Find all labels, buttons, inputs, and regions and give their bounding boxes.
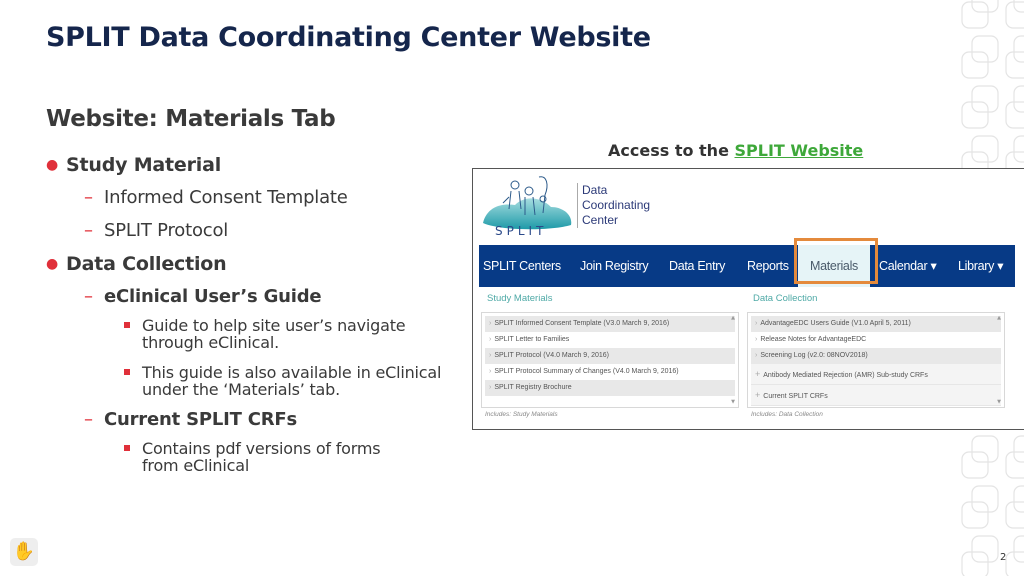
plus-icon: + xyxy=(755,390,761,400)
chevron-right-icon: › xyxy=(755,352,758,359)
chevron-right-icon: › xyxy=(489,336,492,343)
list-item[interactable]: › SPLIT Protocol (V4.0 March 9, 2016) xyxy=(485,348,735,364)
dash-icon: – xyxy=(84,409,93,430)
sub-bullet-current-crfs: – Current SPLIT CRFs xyxy=(44,407,464,440)
nav-calendar-dropdown[interactable]: Calendar ▾ xyxy=(879,259,937,273)
list-item[interactable]: › SPLIT Registry Brochure xyxy=(485,380,735,396)
nav-join-registry[interactable]: Join Registry xyxy=(580,259,649,273)
detail-crfs-pdf: Contains pdf versions of forms from eClinical xyxy=(44,440,414,474)
dash-icon: – xyxy=(84,187,93,208)
dash-icon: – xyxy=(84,286,93,307)
bullet-dot-icon: ● xyxy=(46,256,59,272)
scroll-up-icon[interactable]: ▲ xyxy=(731,315,735,321)
list-item[interactable]: › AdvantageEDC Users Guide (V1.0 April 5, 2011) xyxy=(751,316,1001,332)
study-materials-title: Study Materials xyxy=(487,293,553,304)
access-caption: Access to the SPLIT Website xyxy=(608,141,864,160)
split-website-link[interactable]: SPLIT Website xyxy=(734,141,864,160)
detail-guide-help: Guide to help site user’s navigate through eClinical. xyxy=(44,317,414,351)
study-materials-list[interactable] xyxy=(481,312,739,408)
scroll-down-icon[interactable]: ▼ xyxy=(997,399,1001,405)
list-item[interactable]: › Release Notes for AdvantageEDC xyxy=(755,336,867,343)
nav-reports[interactable]: Reports xyxy=(747,259,789,273)
study-materials-panel xyxy=(481,293,739,418)
sub-bullet-consent-template: – Informed Consent Template xyxy=(44,185,464,218)
list-group-amr-crfs[interactable]: + Antibody Mediated Rejection (AMR) Sub-study CRFs xyxy=(751,364,1001,385)
data-collection-note: Includes: Data Collection xyxy=(751,411,823,418)
dash-icon: – xyxy=(84,220,93,241)
chevron-right-icon: › xyxy=(755,320,758,327)
website-nav-bar xyxy=(479,245,1015,287)
page-number: 2 xyxy=(1000,552,1007,563)
nav-data-entry[interactable]: Data Entry xyxy=(669,259,726,273)
list-group-current-crfs[interactable]: + Current SPLIT CRFs xyxy=(751,385,1001,406)
sub-bullet-eclinical-guide: – eClinical User’s Guide xyxy=(44,284,464,317)
square-bullet-icon xyxy=(124,322,130,328)
data-collection-panel xyxy=(747,293,1005,418)
scroll-down-icon[interactable]: ▼ xyxy=(731,399,735,405)
square-bullet-icon xyxy=(124,445,130,451)
chevron-right-icon: › xyxy=(489,352,492,359)
bullet-data-collection: ● Data Collection xyxy=(46,253,227,275)
chevron-right-icon: › xyxy=(489,384,492,391)
hand-logo-icon: ✋ xyxy=(10,538,38,566)
dcc-logo-text: Data Coordinating Center xyxy=(577,183,650,228)
data-collection-list[interactable] xyxy=(747,312,1005,408)
svg-text:SPLIT: SPLIT xyxy=(495,224,548,237)
list-item[interactable]: › SPLIT Protocol Summary of Changes (V4.0 March 9, 2016) xyxy=(489,368,679,375)
scroll-up-icon[interactable]: ▲ xyxy=(997,315,1001,321)
detail-guide-availability: This guide is also available in eClinical under the ‘Materials’ tab. xyxy=(44,364,454,398)
bullet-dot-icon: ● xyxy=(46,157,59,173)
chevron-right-icon: › xyxy=(755,336,758,343)
study-materials-note: Includes: Study Materials xyxy=(485,411,558,418)
materials-highlight-box xyxy=(794,238,878,284)
list-item[interactable]: › SPLIT Informed Consent Template (V3.0 March 9, 2016) xyxy=(485,316,735,332)
plus-icon: + xyxy=(755,369,761,379)
chevron-right-icon: › xyxy=(489,368,492,375)
website-screenshot xyxy=(472,168,1024,430)
nav-split-centers[interactable]: SPLIT Centers xyxy=(483,259,561,273)
list-item[interactable]: › SPLIT Letter to Families xyxy=(489,336,570,343)
split-logo-icon xyxy=(481,173,573,237)
list-item[interactable]: › Screening Log (v2.0: 08NOV2018) xyxy=(751,348,1001,364)
square-bullet-icon xyxy=(124,369,130,375)
bullet-study-material: ● Study Material xyxy=(46,154,222,176)
section-title: Website: Materials Tab xyxy=(46,106,336,132)
nav-library-dropdown[interactable]: Library ▾ xyxy=(958,259,1004,273)
slide-title: SPLIT Data Coordinating Center Website xyxy=(46,22,651,53)
sub-bullet-protocol: – SPLIT Protocol xyxy=(44,218,464,251)
chevron-right-icon: › xyxy=(489,320,492,327)
bullet-list xyxy=(44,152,464,487)
nav-materials[interactable]: Materials xyxy=(798,245,870,287)
data-collection-title: Data Collection xyxy=(753,293,818,304)
